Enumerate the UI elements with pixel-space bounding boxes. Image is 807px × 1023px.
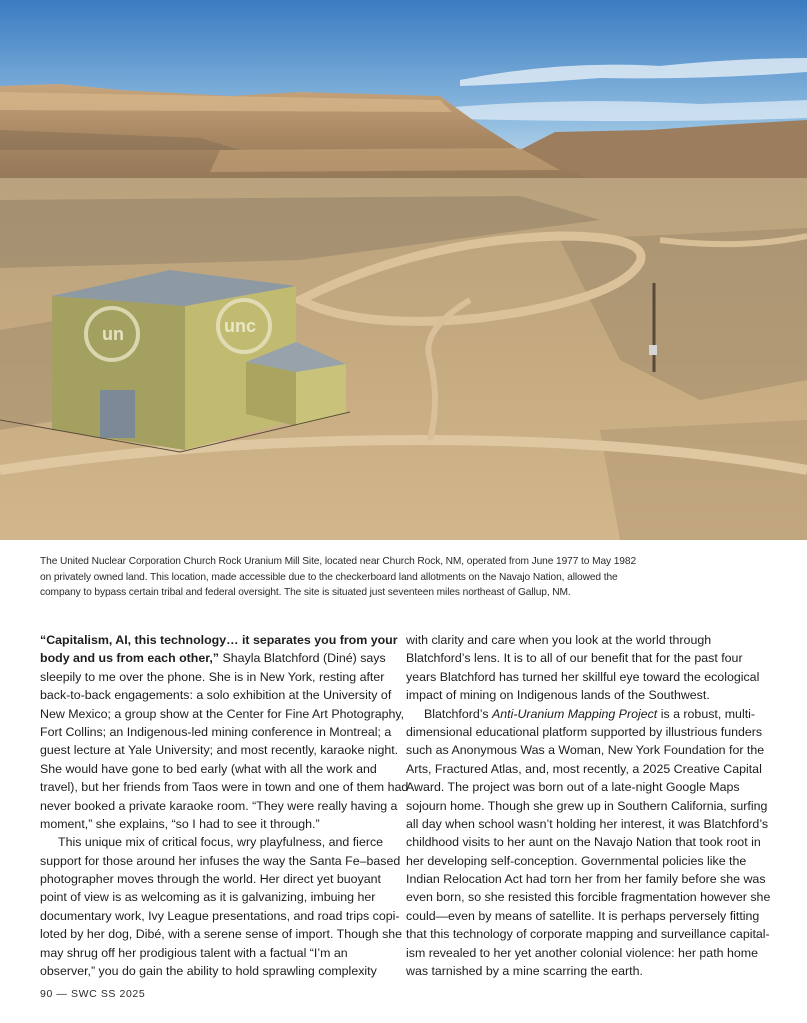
- body-line: Indian Relocation Act had torn her from her family before she was: [406, 872, 766, 887]
- body-text: is a robust, multi-: [657, 706, 756, 721]
- body-line: could—even by means of satellite. It is perhaps perversely fitting: [406, 908, 760, 923]
- body-line: with clarity and care when you look at the world through: [406, 633, 712, 647]
- building-logo-left: un: [102, 324, 124, 344]
- body-line: all day when school wasn’t holding her interest, it was Blatchford’s: [406, 816, 769, 831]
- body-line: documentary work, Ivy League presentations, and road trips copi-: [40, 908, 400, 923]
- body-line: back-to-back engagements: a solo exhibition at the University of: [40, 688, 392, 703]
- caption-line: company to bypass certain tribal and federal oversight. The site is situated just seventeen miles northeast of Gallup, NM.: [40, 587, 571, 598]
- article-column-right: [406, 631, 771, 980]
- body-line: sleepily to me over the phone. She is in New York, resting after: [40, 669, 385, 684]
- body-line: travel), but her friends from Taos were in town and one of them had: [40, 780, 409, 795]
- body-line: She would have gone to bed early (what with all the work and: [40, 761, 377, 776]
- body-line: even born, so she resisted this forcible fragmentation however she: [406, 890, 771, 905]
- article-column-left: [40, 631, 409, 980]
- body-text: Blatchford’s: [424, 706, 492, 721]
- building-logo-right: unc: [224, 316, 257, 336]
- body-line: Blatchford’s lens. It is to all of our benefit that for the past four: [406, 651, 743, 666]
- body-line: sojourn home. Though she grew up in Southern California, surfing: [406, 798, 768, 813]
- body-line: years Blatchford has turned her skillful eye toward the ecological: [406, 669, 760, 684]
- body-line: that this technology of corporate mapping and surveillance capital-: [406, 927, 770, 942]
- pull-quote-line: “Capitalism, AI, this technology… it separates you from your: [40, 633, 398, 647]
- page-folio: 90 — SWC SS 2025: [40, 988, 146, 1000]
- body-line: [40, 649, 384, 667]
- body-line: such as Anonymous Was a Woman, New York Foundation for the: [406, 743, 765, 758]
- body-line: dimensional educational platform supported by illustrious funders: [406, 724, 763, 739]
- body-line: point of view is as welcoming as it is galvanizing, imbuing her: [40, 890, 376, 905]
- body-line: support for those around her infuses the way the Santa Fe–based: [40, 853, 401, 868]
- caption-line: The United Nuclear Corporation Church Rock Uranium Mill Site, located near Church Rock, NM, operated from June 1977 to May 1982: [40, 556, 637, 567]
- body-line: Award. The project was born out of a late-night Google Maps: [406, 780, 740, 795]
- body-line: Fort Collins; an Indigenous-led mining conference in Montreal; a: [40, 724, 392, 739]
- pull-quote-line: body and us from each other,”: [40, 651, 220, 666]
- body-line: may shrug off her prodigious talent with a factual “I’m an: [40, 945, 348, 960]
- body-line: loted by her dog, Dibé, with a serene sense of import. Though she: [40, 927, 403, 942]
- body-line: Arts, Fractured Atlas, and, most recently, a 2025 Creative Capital: [406, 761, 762, 776]
- caption-line: on privately owned land. This location, made accessible due to the checkerboard land allotments on the Navajo Nation, allowed the: [40, 571, 618, 583]
- body-line: This unique mix of critical focus, wry playfulness, and fierce: [58, 835, 384, 850]
- body-line: [406, 705, 756, 723]
- body-line: photographer moves through the world. Her direct yet buoyant: [40, 872, 381, 887]
- body-line: ism revealed to her yet another colonial violence: her path home: [406, 945, 758, 960]
- body-line: never booked a private karaoke room. “They were really having a: [40, 798, 398, 813]
- body-text: Shayla Blatchford (Diné) says: [219, 651, 386, 666]
- body-line: was tarnished by a mine scarring the earth.: [406, 964, 643, 979]
- photo-caption: [40, 554, 680, 601]
- body-line: New Mexico; a group show at the Center for Fine Art Photography,: [40, 706, 405, 721]
- body-line: her developing self-conception. Governmental policies like the: [406, 853, 747, 868]
- body-line: observer,” you do gain the ability to hold sprawling complexity: [40, 964, 377, 979]
- body-line: impact of mining on Indigenous lands of the Southwest.: [406, 688, 710, 703]
- body-line: guest lecture at Yale University; and most recently, karaoke night.: [40, 743, 399, 758]
- body-line: moment,” she explains, “so I had to see it through.”: [40, 816, 320, 831]
- body-line: childhood visits to her aunt on the Navajo Nation that took root in: [406, 835, 761, 850]
- project-title: Anti-Uranium Mapping Project: [491, 706, 658, 721]
